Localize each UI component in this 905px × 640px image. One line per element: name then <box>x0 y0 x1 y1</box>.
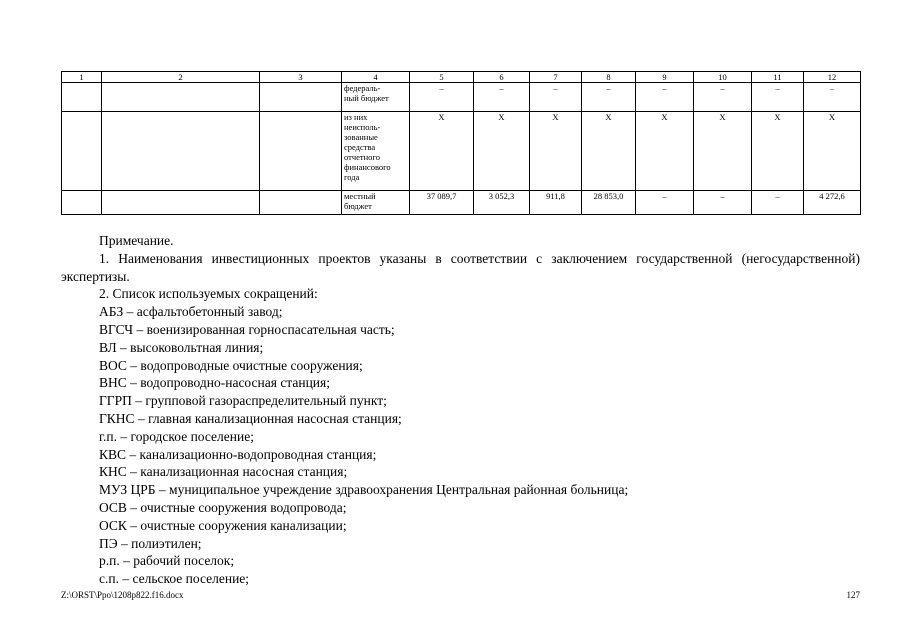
abbreviation-item: ГГРП – групповой газораспределительный пункт; <box>99 393 387 409</box>
empty-cell <box>260 112 342 191</box>
notes-section <box>61 232 860 588</box>
value-cell: 28 853,0 <box>582 191 636 215</box>
abbreviation-item: ВНС – водопроводно-насосная станция; <box>99 375 330 391</box>
column-header: 2 <box>102 72 260 83</box>
table-row <box>62 191 861 215</box>
value-cell: 3 052,3 <box>474 191 530 215</box>
empty-cell <box>260 191 342 215</box>
value-cell: – <box>804 83 861 112</box>
table-row <box>62 112 861 191</box>
value-cell: – <box>474 83 530 112</box>
row-label-cell: федераль- ный бюджет <box>342 83 410 112</box>
empty-cell <box>62 112 102 191</box>
abbreviation-item: ПЭ – полиэтилен; <box>99 535 202 551</box>
abbreviation-list <box>61 303 860 588</box>
abbreviation-item: ВОС – водопроводные очистные сооружения; <box>99 357 363 373</box>
abbreviation-item: ВГСЧ – военизированная горноспасательная часть; <box>99 321 395 337</box>
value-cell: 911,8 <box>530 191 582 215</box>
column-header: 10 <box>694 72 752 83</box>
empty-cell <box>102 112 260 191</box>
column-header: 1 <box>62 72 102 83</box>
value-cell: X <box>694 112 752 191</box>
value-cell: – <box>530 83 582 112</box>
value-cell: X <box>804 112 861 191</box>
column-number-row <box>62 72 861 83</box>
notes-heading: Примечание. <box>99 233 174 248</box>
value-cell: – <box>694 83 752 112</box>
value-cell: – <box>582 83 636 112</box>
abbreviation-item: МУЗ ЦРБ – муниципальное учреждение здравоохранения Центральная районная больница; <box>99 482 629 498</box>
column-header: 9 <box>636 72 694 83</box>
row-label-cell: местный бюджет <box>342 191 410 215</box>
abbreviation-item: ГКНС – главная канализационная насосная станция; <box>99 410 402 426</box>
value-cell: 37 089,7 <box>410 191 474 215</box>
abbreviation-item: КВС – канализационно-водопроводная станция; <box>99 446 377 462</box>
empty-cell <box>62 191 102 215</box>
empty-cell <box>62 83 102 112</box>
value-cell: – <box>694 191 752 215</box>
column-header: 7 <box>530 72 582 83</box>
column-header: 4 <box>342 72 410 83</box>
abbreviation-item: АБЗ – асфальтобетонный завод; <box>99 304 283 320</box>
value-cell: X <box>474 112 530 191</box>
empty-cell <box>260 83 342 112</box>
abbreviation-item: р.п. – рабочий поселок; <box>99 553 235 569</box>
value-cell: – <box>410 83 474 112</box>
abbreviation-item: ВЛ – высоковольтная линия; <box>99 339 264 355</box>
column-header: 12 <box>804 72 861 83</box>
value-cell: – <box>752 83 804 112</box>
value-cell: X <box>752 112 804 191</box>
abbreviation-item: ОСК – очистные сооружения канализации; <box>99 517 347 533</box>
column-header: 8 <box>582 72 636 83</box>
abbreviation-item: ОСВ – очистные сооружения водопровода; <box>99 499 347 515</box>
column-header: 3 <box>260 72 342 83</box>
value-cell: 4 272,6 <box>804 191 861 215</box>
value-cell: X <box>410 112 474 191</box>
column-header: 6 <box>474 72 530 83</box>
column-header: 5 <box>410 72 474 83</box>
note-item-1: 1. Наименования инвестиционных проектов указаны в соответствии с заключением государственной (негосударственной) экспертизы. <box>61 250 860 284</box>
abbreviation-item: КНС – канализационная насосная станция; <box>99 464 348 480</box>
footer-page-number: 127 <box>846 590 860 600</box>
value-cell: – <box>636 83 694 112</box>
value-cell: – <box>752 191 804 215</box>
abbreviation-item: с.п. – сельское поселение; <box>99 571 250 587</box>
note-item-2: 2. Список используемых сокращений: <box>99 286 318 302</box>
empty-cell <box>102 191 260 215</box>
value-cell: X <box>636 112 694 191</box>
budget-table <box>61 71 861 215</box>
value-cell: X <box>530 112 582 191</box>
table-row <box>62 83 861 112</box>
abbreviation-item: г.п. – городское поселение; <box>99 428 254 444</box>
column-header: 11 <box>752 72 804 83</box>
footer-file-path: Z:\ORST\Ppo\1208p822.f16.docx <box>61 590 184 600</box>
value-cell: X <box>582 112 636 191</box>
row-label-cell: из них неисполь- зованные средства отчетного финансового года <box>342 112 410 191</box>
value-cell: – <box>636 191 694 215</box>
empty-cell <box>102 83 260 112</box>
